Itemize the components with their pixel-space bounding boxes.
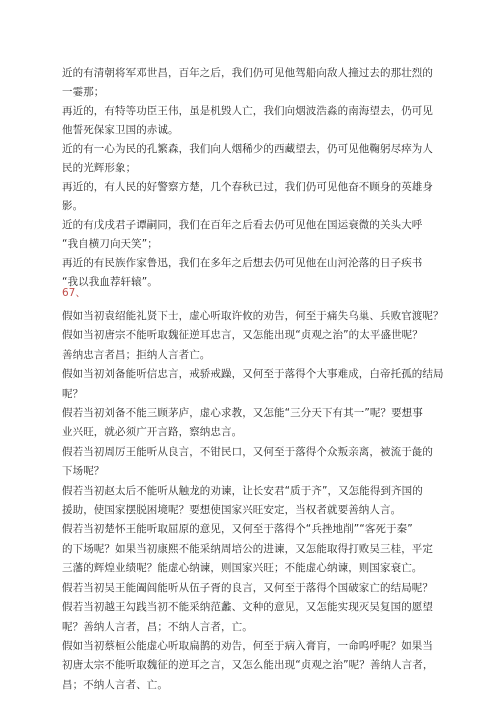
paragraph: 假若当初周厉王能听从良言，不钳民口，又何至于落得个众叛亲离，被流于彘的 下场呢？ — [62, 445, 433, 478]
paragraph: 假如当初蔡桓公能虚心听取扁鹊的劝告，何至于病入膏肓，一命呜呼呢？如果当 初唐太宗不能听取魏征的逆耳之言，又怎么能出现“贞观之治”呢？善纳人言者， 昌；不纳人言者、亡。 — [62, 639, 434, 691]
section-67 — [62, 284, 454, 695]
paragraph: 再近的有民族作家鲁迅，我们在多年之后想去仍可见他在山河沦落的日子疾书 “我以我血荐轩辕”。 — [62, 257, 423, 288]
section-number: 67、 — [62, 287, 86, 299]
paragraph: 近的有戊戌君子谭嗣同，我们在百年之后看去仍可见他在国运衰微的关头大呼 “我自横刀向天笑”； — [62, 219, 423, 250]
paragraph: 再近的，有特等功臣王伟，虽是机毁人亡，我们向烟波浩淼的南海望去，仍可见 他誓死保家卫国的赤诚。 — [62, 105, 433, 136]
examples-section — [62, 64, 454, 292]
paragraph: 近的有一心为民的孔繁森，我们向人烟稀少的西藏望去，仍可见他鞠躬尽瘁为人 民的光辉形象； — [62, 143, 433, 174]
paragraph: 假若当初楚怀王能听取屈原的意见，又何至于落得个“兵挫地削”“客死于秦” 的下场呢？如果当初康熙不能采纳周培公的进谏，又怎能取得打败吴三桂，平定 三藩的辉煌业绩呢？能虚心纳谏，则国家兴旺；不能虚心纳谏，则国家衰亡。 — [62, 523, 433, 575]
paragraph: 假如当初袁绍能礼贤下士，虚心听取许攸的劝告，何至于痛失乌巢、兵败官渡呢？ 假如当初唐宗不能听取魏征逆耳忠言，又怎能出现“贞观之治”的太平盛世呢？ 善纳忠言者昌；拒纳人言者亡。 — [62, 310, 444, 361]
paragraph: 近的有清朝将军邓世昌，百年之后，我们仍可见他驾船向敌人撞过去的那壮烈的 一霎那； — [62, 67, 433, 98]
paragraph: 再近的，有人民的好警察方楚，几个春秋已过，我们仍可见他奋不顾身的英雄身 影。 — [62, 181, 433, 212]
paragraph: 假若当初越王勾践当初不能采纳范蠡、文种的意见，又怎能实现灭吴复国的愿望 呢？善纳人言者，昌；不纳人言者，亡。 — [62, 601, 433, 633]
paragraph: 假若当初赵太后不能听从触龙的劝谏，让长安君“质于齐”，又怎能得到齐国的 援助，使国家摆脱困境呢？要想使国家兴旺安定，当权者就要善纳人言。 — [62, 484, 423, 517]
paragraph: 假若当初吴王能阖闾能听从伍子胥的良言，又何至于落得个国破家亡的结局呢？ — [62, 581, 433, 594]
paragraph: 假如当初刘备能听信忠言，戒骄戒躁，又何至于落得个大事难成，白帝托孤的结局呢？ 假若当初刘备不能三顾茅庐，虚心求教，又怎能“三分天下有其一”呢？要想事 业兴旺，就必须广开言路，察纳忠言。 — [62, 368, 444, 439]
